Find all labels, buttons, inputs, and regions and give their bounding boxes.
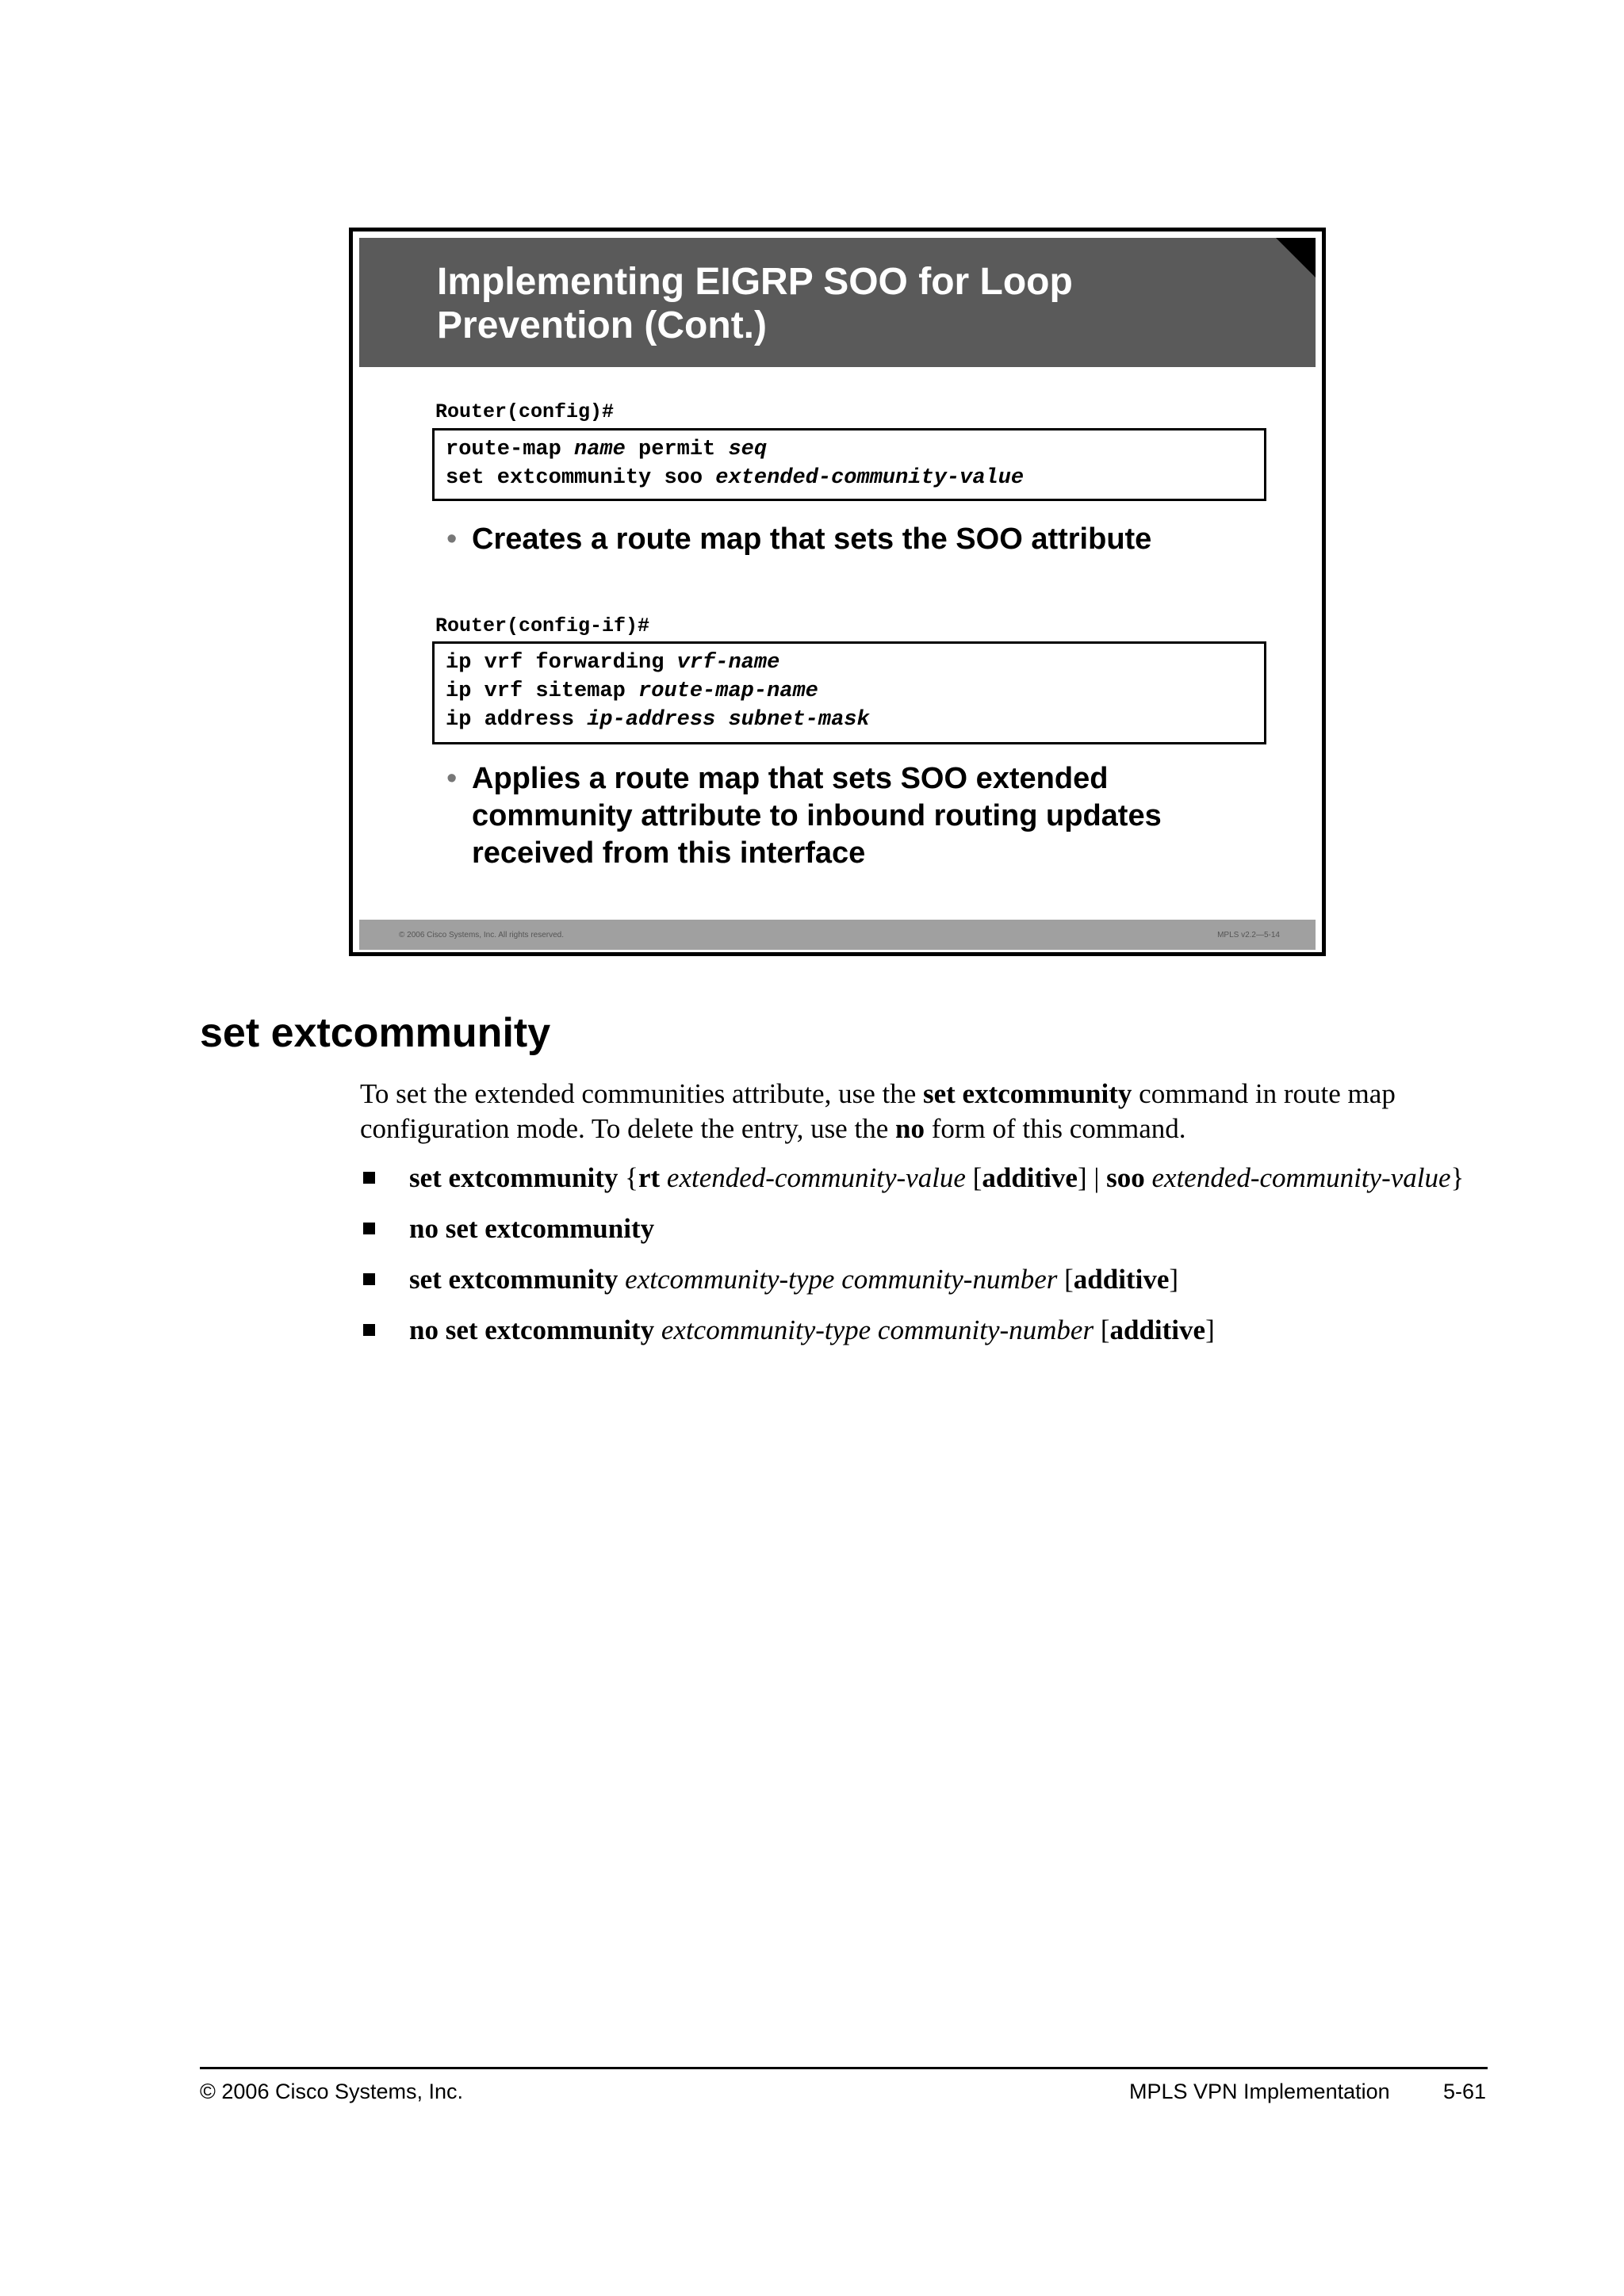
syntax-item: set extcommunity {rt extended-community-value [additive] | soo extended-community-value} [360,1161,1486,1196]
slide-corner-triangle-icon [1276,238,1316,277]
code-line: route-map name permit seq [446,438,768,461]
slide-bullet-1: • Creates a route map that sets the SOO attribute [446,521,1239,558]
slide-title-line-1: Implementing EIGRP SOO for Loop [437,261,1073,303]
router-config-if-prompt: Router(config-if)# [435,614,650,637]
section-heading: set extcommunity [200,1010,551,1056]
slide-footer-copyright: © 2006 Cisco Systems, Inc. All rights reserved. [399,931,565,939]
square-bullet-icon [363,1273,375,1285]
syntax-list [360,1161,1486,1364]
code-line: ip address ip-address subnet-mask [446,708,870,732]
square-bullet-icon [363,1172,375,1184]
router-config-prompt: Router(config)# [435,400,615,423]
description-paragraph: To set the extended communities attribute, use the set extcommunity command in route map configuration mode. To delete the entry, use the no form of this command. [360,1078,1396,1144]
bullet-dot-icon: • [446,522,458,556]
footer-title: MPLS VPN Implementation [1129,2080,1390,2103]
code-line: ip vrf forwarding vrf-name [446,651,780,675]
slide-title [437,260,1230,347]
slide-footer-code: MPLS v2.2—5-14 [1217,931,1280,939]
syntax-item: set extcommunity extcommunity-type community-number [additive] [360,1262,1486,1297]
slide-figure [349,228,1326,956]
footer-rule [200,2067,1488,2069]
slide-bullet-2: • Applies a route map that sets SOO extended community attribute to inbound routing updates received from this interface [446,762,1162,870]
square-bullet-icon [363,1324,375,1336]
slide-footer-bar [359,920,1316,950]
page-number: 5-61 [1443,2080,1487,2103]
vrf-code-box [432,641,1266,744]
bullet-dot-icon: • [446,762,458,795]
slide-title-bar [359,238,1316,367]
route-map-code-box [432,428,1266,501]
slide-title-line-2: Prevention (Cont.) [437,304,767,346]
footer-copyright: © 2006 Cisco Systems, Inc. [200,2080,464,2103]
syntax-item: no set extcommunity [360,1211,1486,1246]
syntax-item: no set extcommunity extcommunity-type community-number [additive] [360,1313,1486,1348]
code-line: ip vrf sitemap route-map-name [446,679,818,703]
square-bullet-icon [363,1223,375,1234]
code-line: set extcommunity soo extended-community-value [446,466,1025,490]
